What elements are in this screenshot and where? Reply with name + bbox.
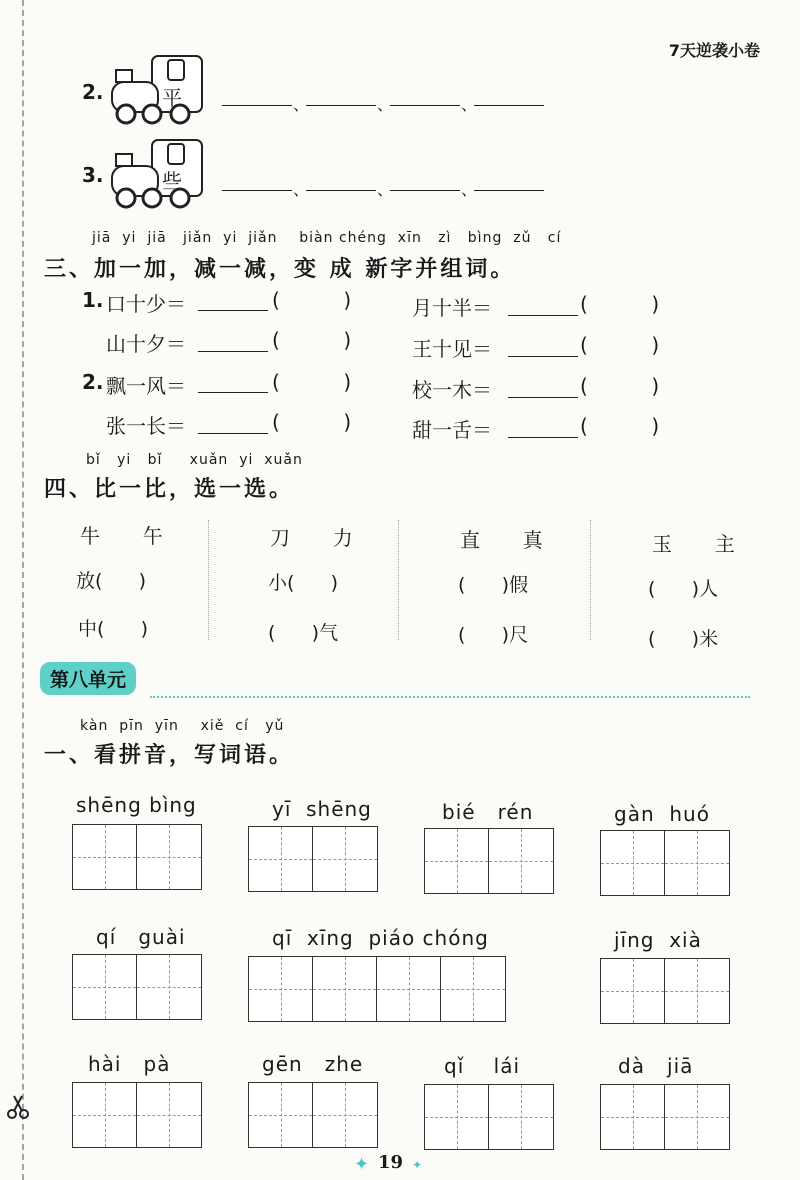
choice-item[interactable]: 放( ) [76, 570, 147, 592]
unit-divider [150, 696, 750, 698]
section-title: 三、加一加，减一减，变 成 新字并组词。 [44, 257, 516, 282]
word-parentheses[interactable]: ( ) [580, 333, 660, 357]
equation: 山十夕＝ [106, 332, 186, 356]
question-number: 2. [82, 370, 104, 394]
char-pair: 刀 力 [270, 526, 363, 550]
train-character: 平 [162, 86, 182, 110]
writing-grid[interactable] [72, 824, 202, 890]
word-pinyin: qī xīng piáo chóng [272, 926, 489, 950]
equation: 飘一风＝ [106, 374, 186, 398]
equation: 甜一舌＝ [412, 418, 492, 442]
choice-item[interactable]: ( )米 [648, 628, 719, 650]
answer-blank[interactable] [222, 190, 292, 191]
writing-grid[interactable] [600, 1084, 730, 1150]
question-number: 3. [82, 163, 104, 187]
word-pinyin: gēn zhe [262, 1052, 364, 1076]
answer-blank[interactable] [508, 397, 578, 398]
writing-grid[interactable] [600, 958, 730, 1024]
word-pinyin: gàn huó [614, 802, 710, 826]
writing-grid[interactable] [424, 1084, 554, 1150]
answer-blank[interactable] [198, 433, 268, 434]
word-parentheses[interactable]: ( ) [580, 292, 660, 316]
section-pinyin: jiā yi jiā jiǎn yi jiǎn biàn chéng xīn zì bìng zǔ cí [92, 230, 562, 246]
answer-blank[interactable] [390, 190, 460, 191]
writing-grid[interactable] [424, 828, 554, 894]
word-pinyin: jīng xià [614, 928, 702, 952]
answer-blank[interactable] [474, 190, 544, 191]
answer-blank[interactable] [508, 437, 578, 438]
answer-blank[interactable] [198, 392, 268, 393]
choice-item[interactable]: ( )气 [268, 622, 339, 644]
choice-item[interactable]: 小( ) [268, 572, 339, 594]
section-title: 四、比一比，选一选。 [44, 477, 295, 502]
word-pinyin: qǐ lái [444, 1054, 521, 1078]
char-pair: 玉 主 [652, 532, 745, 556]
answer-blank[interactable] [222, 105, 292, 106]
equation: 校一木＝ [412, 378, 492, 402]
writing-grid[interactable] [72, 1082, 202, 1148]
word-pinyin: dà jiā [618, 1054, 694, 1078]
word-parentheses[interactable]: ( ) [580, 414, 660, 438]
writing-grid[interactable] [72, 954, 202, 1020]
choice-item[interactable]: ( )人 [648, 578, 719, 600]
answer-blank[interactable] [198, 351, 268, 352]
star-icon: ✦ [354, 1154, 370, 1175]
answer-blank[interactable] [474, 105, 544, 106]
cut-line [22, 0, 24, 1180]
word-pinyin: qí guài [96, 925, 186, 949]
word-parentheses[interactable]: ( ) [580, 374, 660, 398]
answer-blank[interactable] [508, 356, 578, 357]
scissors-icon [6, 1094, 30, 1120]
word-parentheses[interactable]: ( ) [272, 328, 352, 352]
star-icon: ✦ [412, 1158, 423, 1172]
writing-grid[interactable] [248, 1082, 378, 1148]
equation: 王十见＝ [412, 337, 492, 361]
question-number: 2. [82, 80, 104, 104]
writing-grid[interactable] [600, 830, 730, 896]
word-parentheses[interactable]: ( ) [272, 370, 352, 394]
char-pair: 牛 午 [80, 524, 173, 548]
word-pinyin: shēng bìng [76, 793, 197, 817]
train-character: 些 [162, 169, 182, 193]
equation: 口十少＝ [106, 292, 186, 316]
train-icon [104, 52, 214, 128]
equation: 张一长＝ [106, 414, 186, 438]
section-pinyin: bǐ yi bǐ xuǎn yi xuǎn [86, 452, 303, 468]
equation: 月十半＝ [412, 296, 492, 320]
answer-blank[interactable] [508, 315, 578, 316]
train-icon [104, 136, 214, 212]
word-parentheses[interactable]: ( ) [272, 410, 352, 434]
section-pinyin: kàn pīn yīn xiě cí yǔ [80, 718, 285, 734]
word-pinyin: hài pà [88, 1052, 171, 1076]
char-pair: 直 真 [460, 528, 553, 552]
answer-blank[interactable] [198, 310, 268, 311]
choice-item[interactable]: ( )假 [458, 574, 529, 596]
answer-blank[interactable] [306, 190, 376, 191]
header-title: 7天逆袭小卷 [668, 41, 760, 60]
writing-grid[interactable] [248, 826, 378, 892]
unit-label: 第八单元 [40, 662, 136, 695]
answer-blank[interactable] [390, 105, 460, 106]
question-number: 1. [82, 288, 104, 312]
page-number: 19 [378, 1152, 404, 1173]
choice-item[interactable]: 中( ) [78, 618, 149, 640]
answer-blank[interactable] [306, 105, 376, 106]
section-title: 一、看拼音，写词语。 [44, 743, 295, 768]
word-pinyin: yī shēng [272, 797, 372, 821]
word-parentheses[interactable]: ( ) [272, 288, 352, 312]
choice-item[interactable]: ( )尺 [458, 624, 529, 646]
word-pinyin: bié rén [442, 800, 534, 824]
writing-grid[interactable] [248, 956, 506, 1022]
